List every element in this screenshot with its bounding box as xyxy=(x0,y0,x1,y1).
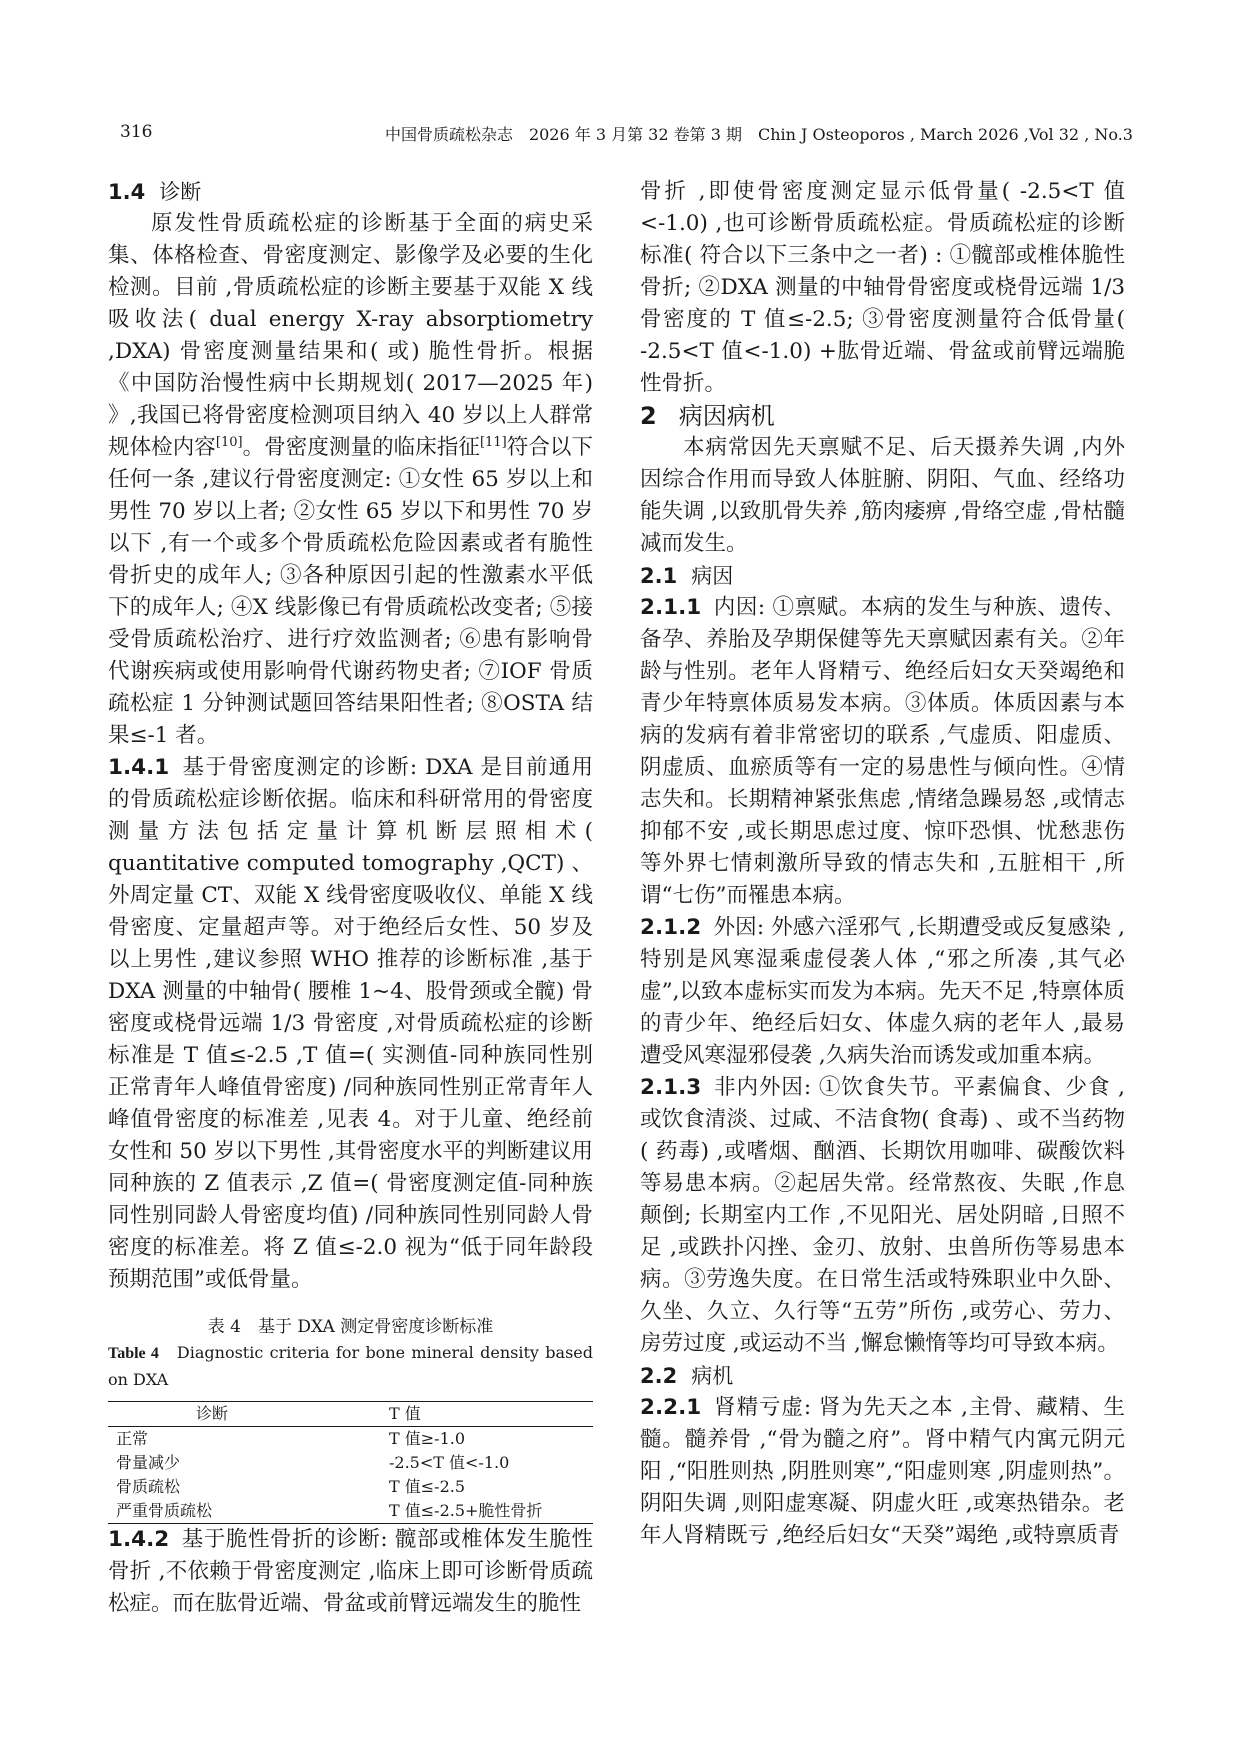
table-cell: 正常 xyxy=(116,1429,149,1448)
section-title: 病机 xyxy=(691,1364,734,1388)
section-heading-1-4 xyxy=(108,176,593,208)
table-cell: 严重骨质疏松 xyxy=(116,1501,213,1520)
paragraph-2-2-1: 2.2.1 肾精亏虚: 肾为先天之本 ,主骨、藏精、生髓。髓养骨 ,“骨为髓之府”。肾中精气内寓元阴元阳 ,“阳胜则热 ,阴胜则寒”,“阳虚则寒 ,阴虚则热”。阴阳失调 ,则阳虚寒凝、阴虚火旺 ,或寒热错杂。老年人肾精既亏 ,绝经后妇女“天癸”竭绝 ,或特禀质青 xyxy=(640,1395,1125,1548)
table-cell: 骨质疏松 xyxy=(116,1477,181,1496)
table-row xyxy=(108,1499,593,1524)
section-heading-2-2 xyxy=(640,1360,1125,1392)
table-row xyxy=(108,1427,593,1452)
subsection-number: 1.4.1 xyxy=(108,755,170,780)
table-cell: -2.5<T 值<-1.0 xyxy=(389,1453,510,1472)
subsection-number: 2.2.1 xyxy=(640,1395,702,1420)
subsection-number: 2.1.3 xyxy=(640,1075,702,1100)
paragraph-diagnosis-intro: 原发性骨质疏松症的诊断基于全面的病史采集、体格检查、骨密度测定、影像学及必要的生化检测。目前 ,骨质疏松症的诊断主要基于双能 X 线吸收法( dual energy X-ray absorptiometry ,DXA) 骨密度测量结果和( 或) 脆性骨折。根据《中国防治慢性病中长期规划( 2017—2025 年) 》,我国已将骨密度检测项目纳入 40 岁以上人群常规体检内容[10]。骨密度测量的临床指征[11]符合以下任何一条 ,建议行骨密度测定: ①女性 65 岁以上和男性 70 岁以上者; ②女性 65 岁以下和男性 70 岁以下 ,有一个或多个骨质疏松危险因素或者有脆性骨折史的成年人; ③各种原因引起的性激素水平低下的成年人; ④X 线影像已有骨质疏松改变者; ⑤接受骨质疏松治疗、进行疗效监测者; ⑥患有影响骨代谢疾病或使用影响骨代谢药物史者; ⑦IOF 骨质疏松症 1 分钟测试题回答结果阳性者; ⑧OSTA 结果≤-1 者。 xyxy=(108,211,593,748)
table-cell: T 值≤-2.5 xyxy=(389,1477,466,1496)
table-caption-en: Table 4 Diagnostic criteria for bone mineral density based on DXA xyxy=(108,1343,593,1389)
paragraph-1-4-2: 1.4.2 基于脆性骨折的诊断: 髋部或椎体发生脆性骨折 ,不依赖于骨密度测定 ,临床上即可诊断骨质疏松症。而在肱骨近端、骨盆或前臂远端发生的脆性 xyxy=(108,1527,593,1616)
page-header xyxy=(108,122,1133,152)
section-number: 2.2 xyxy=(640,1364,678,1388)
table-header-row xyxy=(108,1402,593,1427)
table-cell: T 值≤-2.5+脆性骨折 xyxy=(389,1501,543,1520)
paragraph-continued: 骨折 ,即使骨密度测定显示低骨量( -2.5<T 值<-1.0) ,也可诊断骨质疏松症。骨质疏松症的诊断标准( 符合以下三条中之一者) : ①髋部或椎体脆性骨折; ②DXA 测量的中轴骨骨密度或桡骨远端 1/3 骨密度的 T 值≤-2.5; ③骨密度测量符合低骨量( -2.5<T 值<-1.0) +肱骨近端、骨盆或前臂远端脆性骨折。 xyxy=(640,179,1125,396)
subsection-number: 1.4.2 xyxy=(108,1527,170,1552)
section-title: 诊断 xyxy=(159,180,202,204)
paragraph-2-1-1: 2.1.1 内因: ①禀赋。本病的发生与种族、遗传、备孕、养胎及孕期保健等先天禀赋因素有关。②年龄与性别。老年人肾精亏、绝经后妇女天癸竭绝和青少年特禀体质易发本病。③体质。体质因素与本病的发病有着非常密切的联系 ,气虚质、阳虚质、阴虚质、血瘀质等有一定的易患性与倾向性。④情志失和。长期精神紧张焦虑 ,情绪急躁易怒 ,或情志抑郁不安 ,或长期思虑过度、惊吓恐惧、忧愁悲伤等外界七情刺激所导致的情志失和 ,五脏相干 ,所谓“七伤”而罹患本病。 xyxy=(640,595,1125,908)
right-column xyxy=(640,176,1125,1552)
section-number: 2.1 xyxy=(640,564,678,588)
table-cell: 骨量减少 xyxy=(116,1453,181,1472)
table-caption-zh: 表 4 基于 DXA 测定骨密度诊断标准 xyxy=(207,1317,494,1337)
section-number: 2 xyxy=(640,402,657,430)
table-cell: T 值≥-1.0 xyxy=(389,1429,466,1448)
paragraph-2-1-3: 2.1.3 非内外因: ①饮食失节。平素偏食、少食 ,或饮食清淡、过咸、不洁食物( 食毒) 、或不当药物( 药毒) ,或嗜烟、酗酒、长期饮用咖啡、碳酸饮料等易患本病。②起居失常。经常熬夜、失眠 ,作息颠倒; 长期室内工作 ,不见阳光、居处阴暗 ,日照不足 ,或跌扑闪挫、金刃、放射、虫兽所伤等易患本病。③劳逸失度。在日常生活或特殊职业中久卧、久坐、久立、久行等“五劳”所伤 ,或劳心、劳力、房劳过度 ,或运动不当 ,懈怠懒惰等均可导致本病。 xyxy=(640,1075,1125,1356)
table-header-cell: T 值 xyxy=(385,1402,593,1427)
page-number: 316 xyxy=(120,122,153,142)
paragraph-2-1-2: 2.1.2 外因: 外感六淫邪气 ,长期遭受或反复感染 ,特别是风寒湿乘虚侵袭人体 ,“邪之所凑 ,其气必虚”,以致本虚标实而发为本病。先天不足 ,特禀体质的青少年、绝经后妇女、体虚久病的老年人 ,最易遭受风寒湿邪侵袭 ,久病失治而诱发或加重本病。 xyxy=(640,915,1125,1068)
journal-running-title: 中国骨质疏松杂志 2026 年 3 月第 32 卷第 3 期 Chin J Osteoporos , March 2026 ,Vol 32 , No.3 xyxy=(384,125,1133,144)
table-header-cell: 诊断 xyxy=(108,1402,385,1427)
subsection-number: 2.1.1 xyxy=(640,595,702,620)
citation-ref: [11] xyxy=(479,434,507,450)
paragraph-1-4-1: 1.4.1 基于骨密度测定的诊断: DXA 是目前通用的骨质疏松症诊断依据。临床和科研常用的骨密度测量方法包括定量计算机断层照相术( quantitative computed tomography ,QCT) 、外周定量 CT、双能 X 线骨密度吸收仪、单能 X 线骨密度、定量超声等。对于绝经后女性、50 岁及以上男性 ,建议参照 WHO 推荐的诊断标准 ,基于 DXA 测量的中轴骨( 腰椎 1~4、股骨颈或全髋) 骨密度或桡骨远端 1/3 骨密度 ,对骨质疏松症的诊断标准是 T 值≤-2.5 ,T 值=( 实测值-同种族同性别正常青年人峰值骨密度) /同种族同性别正常青年人峰值骨密度的标准差 ,见表 4。对于儿童、绝经前女性和 50 岁以下男性 ,其骨密度水平的判断建议用同种族的 Z 值表示 ,Z 值=( 骨密度测定值-同种族同性别同龄人骨密度均值) /同种族同性别同龄人骨密度的标准差。将 Z 值≤-2.0 视为“低于同年龄段预期范围”或低骨量。 xyxy=(108,755,593,1292)
section-number: 1.4 xyxy=(108,180,146,204)
paragraph-etiology-intro: 本病常因先天禀赋不足、后天摄养失调 ,内外因综合作用而导致人体脏腑、阴阳、气血、经络功能失调 ,以致肌骨失养 ,筋肉痿痹 ,骨络空虚 ,骨枯髓减而发生。 xyxy=(640,435,1125,556)
citation-ref: [10] xyxy=(215,434,243,450)
section-title: 病因 xyxy=(691,564,734,588)
table-label: Table 4 xyxy=(108,1345,159,1362)
subsection-number: 2.1.2 xyxy=(640,915,702,940)
section-heading-2 xyxy=(640,400,1125,432)
table-4-diagnostic-criteria xyxy=(108,1401,593,1524)
section-heading-2-1 xyxy=(640,560,1125,592)
table-row xyxy=(108,1451,593,1475)
section-title: 病因病机 xyxy=(678,402,775,430)
left-column xyxy=(108,176,593,1620)
table-row xyxy=(108,1475,593,1499)
